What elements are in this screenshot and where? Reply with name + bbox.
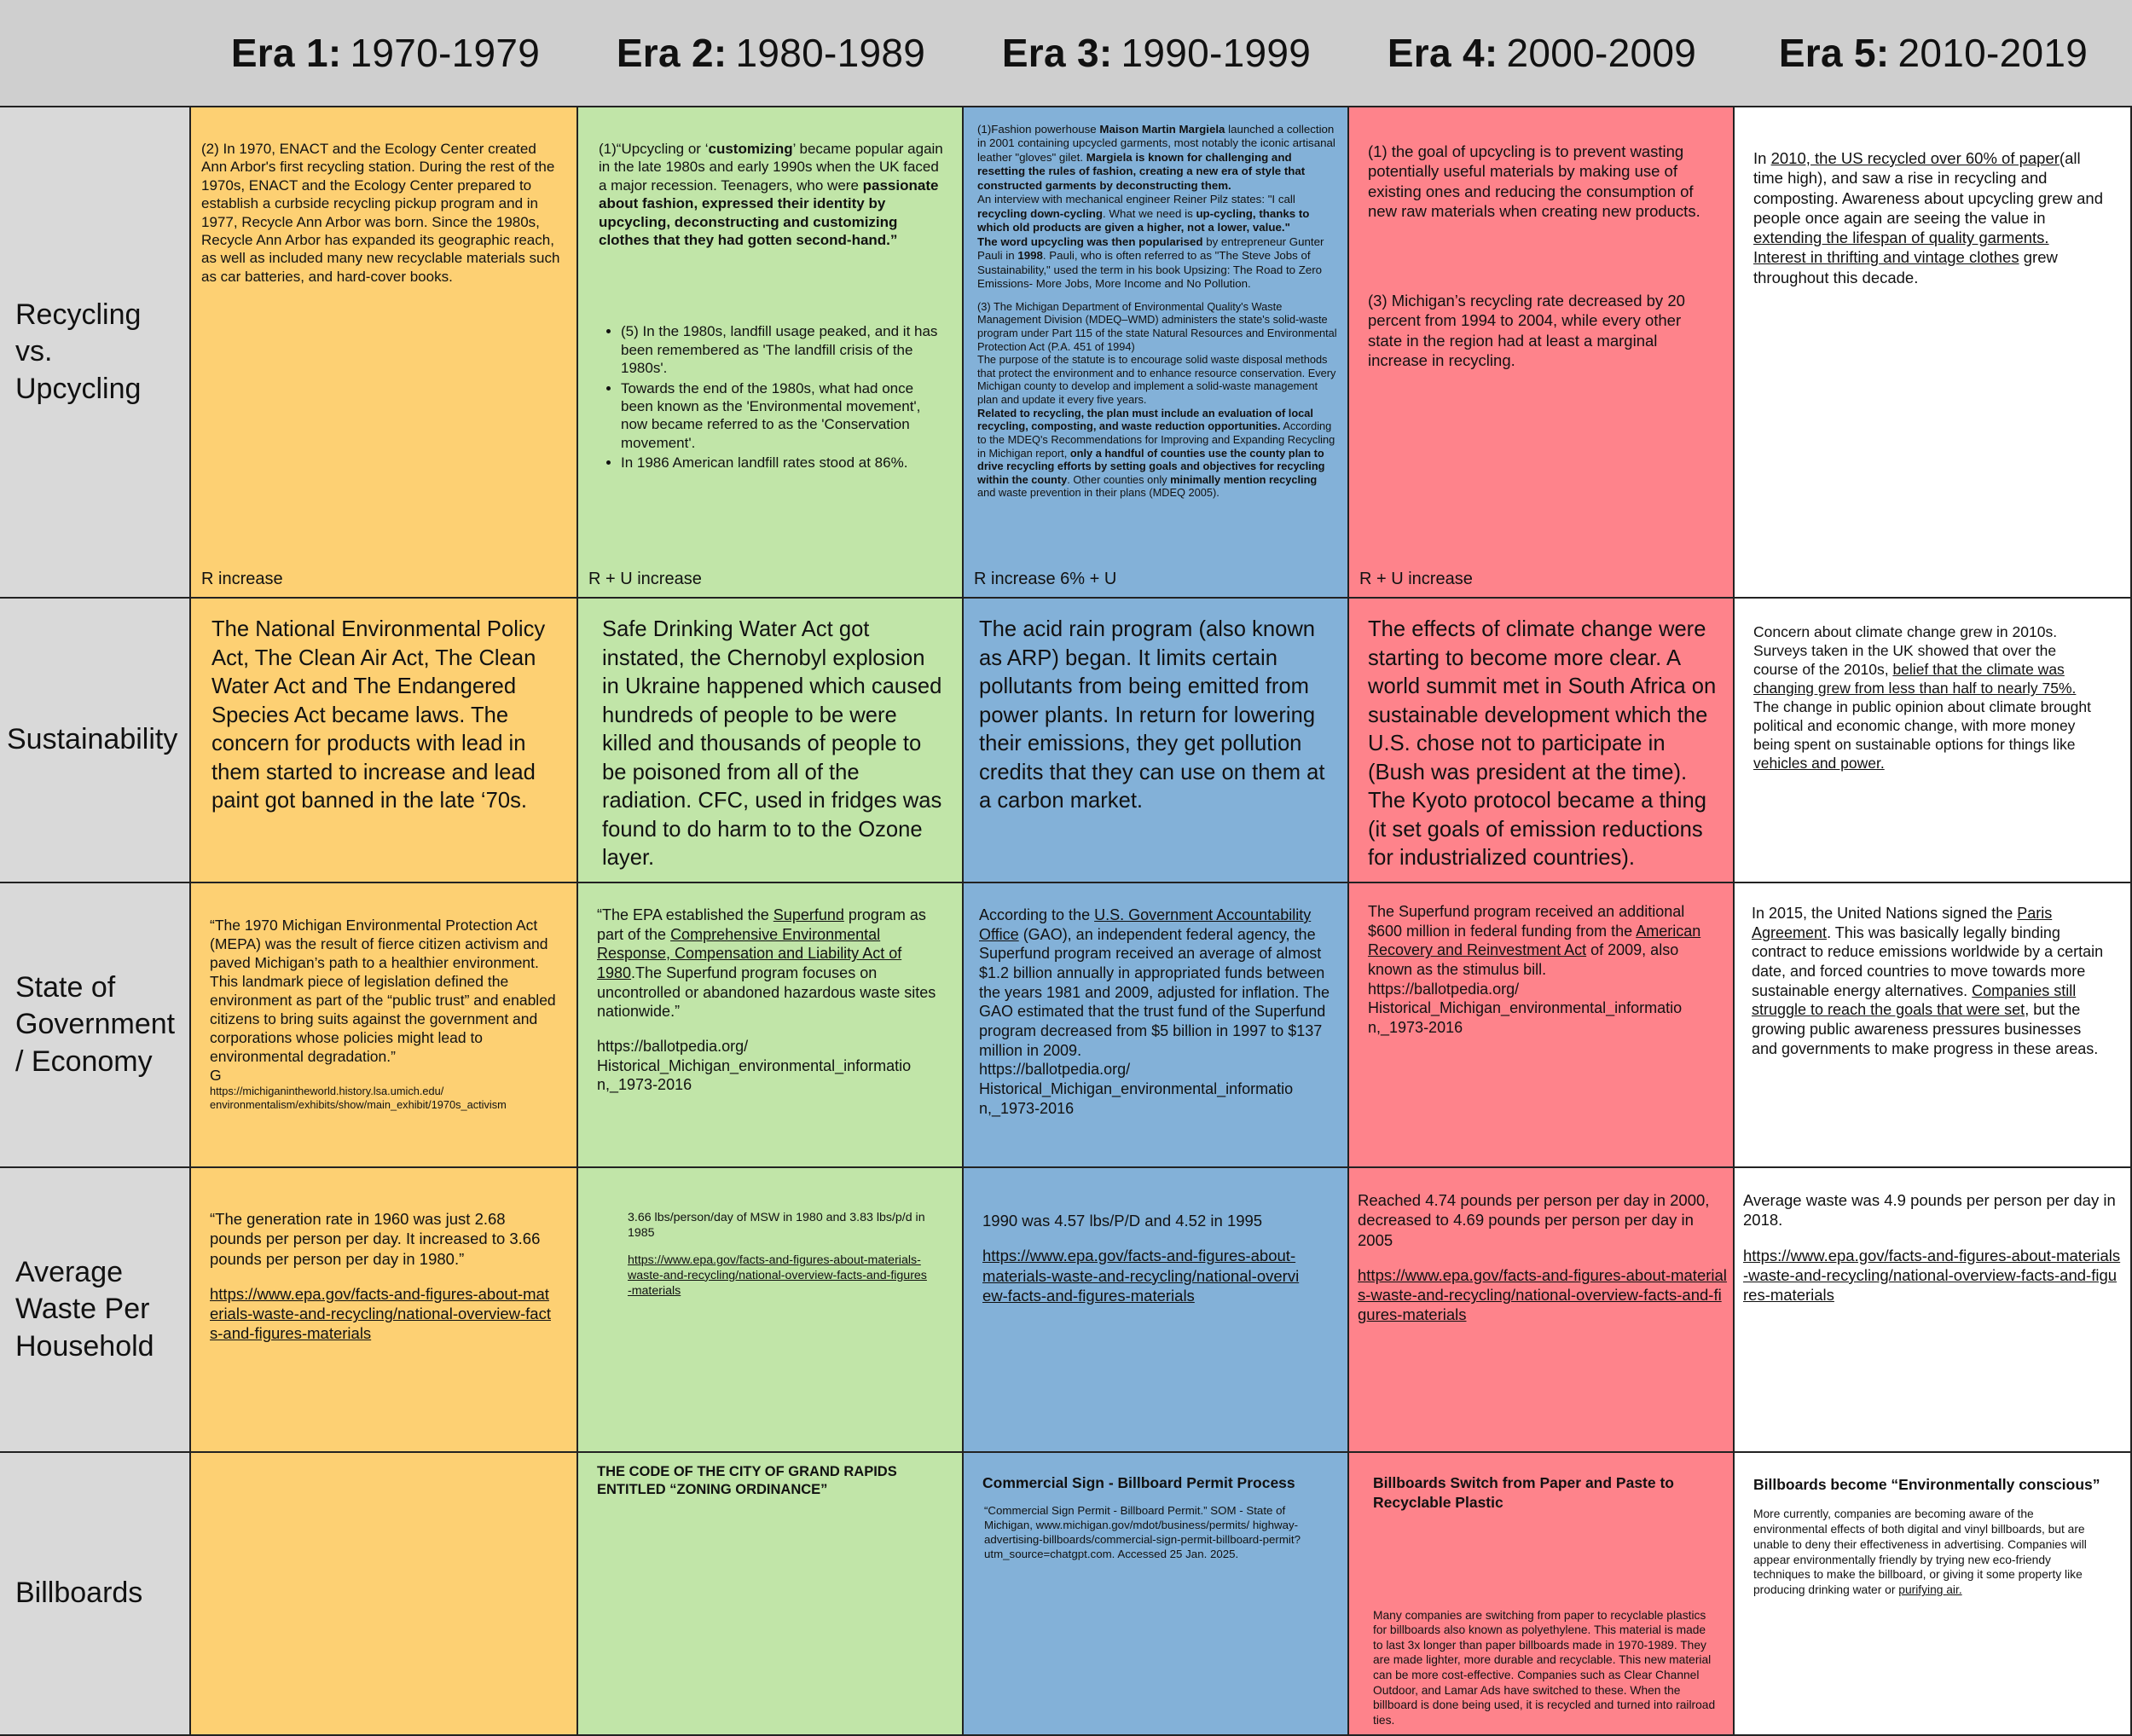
source-url: https://michiganintheworld.history.lsa.umich.edu/ environmentalism/exhibits/show/main_exhibit/1970s_activism — [210, 1085, 507, 1111]
cell-billboards-era5: Billboards become “Environmentally conscious” More currently, companies are becoming aware of the environmental effects of both digital and vinyl billboards, but are unable to deny their effectiveness in advertising. Companies will appear environmentally friendly by trying new eco-friendy techniques to make the billboard, or giving it some property like producing drinking water or purifying air. — [1735, 1453, 2132, 1736]
cell-sustainability-era2: Safe Drinking Water Act got instated, the Chernobyl explosion in Ukraine happened which caused hundreds of people to be were killed and thousands of people to be poisoned from all of the radiation. CFC, used in fridges was found to do harm to to the Ozone layer. — [578, 599, 964, 883]
cell-sustainability-era4: The effects of climate change were starting to become more clear. A world summit met in South Africa on sustainable development which the U.S. chose not to participate in (Bush was president at the time). The Kyoto protocol became a thing (it set goals of emission reductions for industrialized countries). — [1349, 599, 1735, 883]
cell-waste-era3: 1990 was 4.57 lbs/P/D and 4.52 in 1995 https://www.epa.gov/facts-and-figures-about-materials-waste-and-recycling/national-overview-facts-and-figures-materials — [964, 1168, 1349, 1453]
cell-sustainability-era3: The acid rain program (also known as ARP) began. It limits certain pollutants from being emitted from power plants. In return for lowering their emissions, they get pollution credits that they can use on them at a carbon market. — [964, 599, 1349, 883]
cell-government-era2: “The EPA established the Superfund program as part of the Comprehensive Environmental Response, Compensation and Liability Act of 1980.The Superfund program focuses on uncontrolled or abandoned hazardous waste sites nationwide.” https://ballotpedia.org/ Historical_Michigan_environmental_informatio n,_1973-2016 — [578, 883, 964, 1168]
cell-waste-era2: 3.66 lbs/person/day of MSW in 1980 and 3.83 lbs/p/d in 1985 https://www.epa.gov/facts-and-figures-about-materials-waste-and-recycling/national-overview-facts-and-figures-materials — [578, 1168, 964, 1453]
trend-tag: R + U increase — [588, 569, 702, 588]
row-label-government: State of Government / Economy — [0, 883, 191, 1168]
cell-billboards-era2: THE CODE OF THE CITY OF GRAND RAPIDS ENTITLED “ZONING ORDINANCE” — [578, 1453, 964, 1736]
cell-government-era3: According to the U.S. Government Accountability Office (GAO), an independent federal agency, the Superfund program received an average of almost $1.2 billion annually in appropriated funds between the years 1981 and 2009, adjusted for inflation. The GAO estimated that the trust fund of the Superfund program decreased from $5 billion in 1997 to $137 million in 2009. https://ballotpedia.org/ Historical_Michigan_environmental_informatio n,_1973-2016 — [964, 883, 1349, 1168]
epa-link[interactable]: https://www.epa.gov/facts-and-figures-about-materials-waste-and-recycling/national-overview-facts-and-figures-materials — [210, 1284, 551, 1343]
source-url: https://ballotpedia.org/ Historical_Michigan_environmental_informatio n,_1973-2016 — [979, 1061, 1294, 1117]
epa-link[interactable]: https://www.epa.gov/facts-and-figures-about-materials-waste-and-recycling/national-overview-facts-and-figures-materials — [1358, 1265, 1727, 1324]
source-url: https://ballotpedia.org/ Historical_Michigan_environmental_informatio n,_1973-2016 — [597, 1038, 912, 1094]
era-header-1: Era 1: 1970-1979 — [230, 31, 541, 75]
cell-government-era5: In 2015, the United Nations signed the Paris Agreement. This was basically legally binding contract to reduce emissions worldwide by a certain date, and forced countries to move towards more sustainable energy alternatives. Companies still struggle to reach the goals that were set, but the growing public awareness pressures businesses and governments to make progress in these areas. — [1735, 883, 2132, 1168]
cell-recycling-era2: (1)“Upcycling or ‘customizing’ became popular again in the late 1980s and early 1990s when the UK faced a major recession. Teenagers, who were passionate about fashion, expressed their identity by upcycling, deconstructing and customizing clothes that they had gotten second-hand.” • (5) In the 1980s, landfill usage peaked, and it has been remembered as 'The landfill crisis of the 1980s'. • Towards the end of the 1980s, what had once been known as the 'Environmental movement', now became referred to as the 'Conservation movement'. • In 1986 American landfill rates stood at 86%. R + U increase — [578, 106, 964, 599]
epa-link[interactable]: https://www.epa.gov/facts-and-figures-about-materials-waste-and-recycling/national-overview-facts-and-figures-materials — [1743, 1246, 2121, 1305]
cell-billboards-era4: Billboards Switch from Paper and Paste to Recyclable Plastic Many companies are switching from paper to recyclable plastics for billboards also known as polyethylene. This material is made to last 3x longer than paper billboards made in 1970-1989. They are made lighter, more durable and recyclable. This new material can be more cost-effective. Companies such as Clear Channel Outdoor, and Lamar Ads have switched to these. When the billboard is done being used, it is recycled and turned into railroad ties. — [1349, 1453, 1735, 1736]
cell-sustainability-era1: The National Environmental Policy Act, The Clean Air Act, The Clean Water Act and The Endangered Species Act became laws. The concern for products with lead in them started to increase and lead paint got banned in the late ‘70s. — [191, 599, 578, 883]
row-label-sustainability: Sustainability — [0, 599, 191, 883]
era-header-3: Era 3: 1990-1999 — [1001, 31, 1312, 75]
trend-tag: R + U increase — [1359, 569, 1473, 588]
bullet-list: • (5) In the 1980s, landfill usage peaked, and it has been remembered as 'The landfill crisis of the 1980s'. • Towards the end of the 1980s, what had once been known as the 'Environmental movement', now became referred to as the 'Conservation movement'. • In 1986 American landfill rates stood at 86%. — [599, 322, 947, 472]
cell-recycling-era5: In 2010, the US recycled over 60% of paper(all time high), and saw a rise in recycling and composting. Awareness about upcycling grew and people once again are seeing the value in extending the lifespan of quality garments. Interest in thrifting and vintage clothes grew throughout this decade. — [1735, 106, 2132, 599]
era-header-5: Era 5: 2010-2019 — [1778, 31, 2089, 75]
era-header-4: Era 4: 2000-2009 — [1387, 31, 1697, 75]
trend-tag: R increase 6% + U — [974, 570, 1117, 589]
cell-waste-era4: Reached 4.74 pounds per person per day in 2000, decreased to 4.69 pounds per person per day in 2005 https://www.epa.gov/facts-and-figures-about-materials-waste-and-recycling/national-overview-facts-and-figures-materials — [1349, 1168, 1735, 1453]
cell-billboards-era3: Commercial Sign - Billboard Permit Process “Commercial Sign Permit - Billboard Permit.” SOM - State of Michigan, www.michigan.gov/mdot/business/permits/ highway-advertising-billboards/commercial-sign-permit-billboard-permit?utm_source=chatgpt.com. Accessed 25 Jan. 2025. — [964, 1453, 1349, 1736]
source-url: https://ballotpedia.org/ Historical_Michigan_environmental_informatio n,_1973-2016 — [1368, 980, 1683, 1037]
trend-tag: R increase — [201, 569, 283, 588]
epa-link[interactable]: https://www.epa.gov/facts-and-figures-about-materials-waste-and-recycling/national-overview-facts-and-figures-materials — [982, 1247, 1300, 1305]
cell-government-era4: The Superfund program received an additional $600 million in federal funding from the American Recovery and Reinvestment Act of 2009, also known as the stimulus bill. https://ballotpedia.org/ Historical_Michigan_environmental_informatio n,_1973-2016 — [1349, 883, 1735, 1168]
row-label-billboards: Billboards — [0, 1453, 191, 1736]
cell-sustainability-era5: Concern about climate change grew in 2010s. Surveys taken in the UK showed that over the course of the 2010s, belief that the climate was changing grew from less than half to nearly 75%. The change in public opinion about climate brought political and economic change, with more money being spent on sustainable options for things like vehicles and power. — [1735, 599, 2132, 883]
era-header-2: Era 2: 1980-1989 — [616, 31, 926, 75]
cell-recycling-era4: (1) the goal of upcycling is to prevent wasting potentially useful materials by making use of existing ones and reducing the consumption of new raw materials when creating new products. (3) Michigan’s recycling rate decreased by 20 percent from 1994 to 2004, while every other state in the region had at least a marginal increase in recycling. R + U increase — [1349, 106, 1735, 599]
cell-waste-era5: Average waste was 4.9 pounds per person per day in 2018. https://www.epa.gov/facts-and-figures-about-materials-waste-and-recycling/national-overview-facts-and-figures-materials — [1735, 1168, 2132, 1453]
cell-government-era1: “The 1970 Michigan Environmental Protection Act (MEPA) was the result of fierce citizen activism and paved Michigan’s path to a healthier environment. This landmark piece of legislation defined the environment as part of the “public trust” and enabled citizens to bring suits against the government and corporations whose policies might lead to environmental degradation.” G https://michiganintheworld.history.lsa.umich.edu/ environmentalism/exhibits/show/main_exhibit/1970s_activism — [191, 883, 578, 1168]
cell-waste-era1: “The generation rate in 1960 was just 2.68 pounds per person per day. It increased to 3.66 pounds per person per day in 1980.” https://www.epa.gov/facts-and-figures-about-materials-waste-and-recycling/national-overview-facts-and-figures-materials — [191, 1168, 578, 1453]
cell-recycling-era3: (1)Fashion powerhouse Maison Martin Margiela launched a collection in 2001 containing upcycled garments, most notably the iconic artisanal leather "gloves" gilet. Margiela is known for challenging and resetting the rules of fashion, creating a new era of style that constructed garments by deconstructing them. An interview with mechanical engineer Reiner Pilz states: "I call recycling down-cycling. What we need is up-cycling, thanks to which old products are given a higher, not a lower, value." The word upcycling was then popularised by entrepreneur Gunter Pauli in 1998. Pauli, who is often referred to as "The Steve Jobs of Sustainability," used the term in his book Upsizing: The Road to Zero Emissions- More Jobs, More Income and No Pollution. (3) The Michigan Department of Environmental Quality's Waste Management Division (MDEQ–WMD) administers the state's solid-waste program under Part 115 of the state Natural Resources and Environmental Protection Act (P.A. 451 of 1994) The purpose of the statute is to encourage solid waste disposal methods that protect the environment and to enhance resource conservation. Every Michigan county to develop and implement a solid-waste management plan and update it every five years. Related to recycling, the plan must include an evaluation of local recycling, composting, and waste reduction opportunities. According to the MDEQ's Recommendations for Improving and Expanding Recycling in Michigan report, only a handful of counties use the county plan to drive recycling efforts by setting goals and objectives for recycling within the county. Other counties only minimally mention recycling and waste prevention in their plans (MDEQ 2005). R increase 6% + U — [964, 106, 1349, 599]
epa-link[interactable]: https://www.epa.gov/facts-and-figures-about-materials-waste-and-recycling/national-overview-facts-and-figures-materials — [628, 1253, 927, 1298]
cell-recycling-era1: (2) In 1970, ENACT and the Ecology Center created Ann Arbor's first recycling station. During the rest of the 1970s, ENACT and the Ecology Center prepared to establish a curbside recycling pickup program and in 1977, Recycle Ann Arbor was born. Since the 1980s, Recycle Ann Arbor has expanded its geographic reach, as well as included many new recyclable materials such as car batteries, and hard-cover books. R increase — [191, 106, 578, 599]
row-label-recycling: Recycling vs. Upcycling — [0, 106, 191, 599]
row-label-waste: Average Waste Per Household — [0, 1168, 191, 1453]
cell-billboards-era1 — [191, 1453, 578, 1736]
